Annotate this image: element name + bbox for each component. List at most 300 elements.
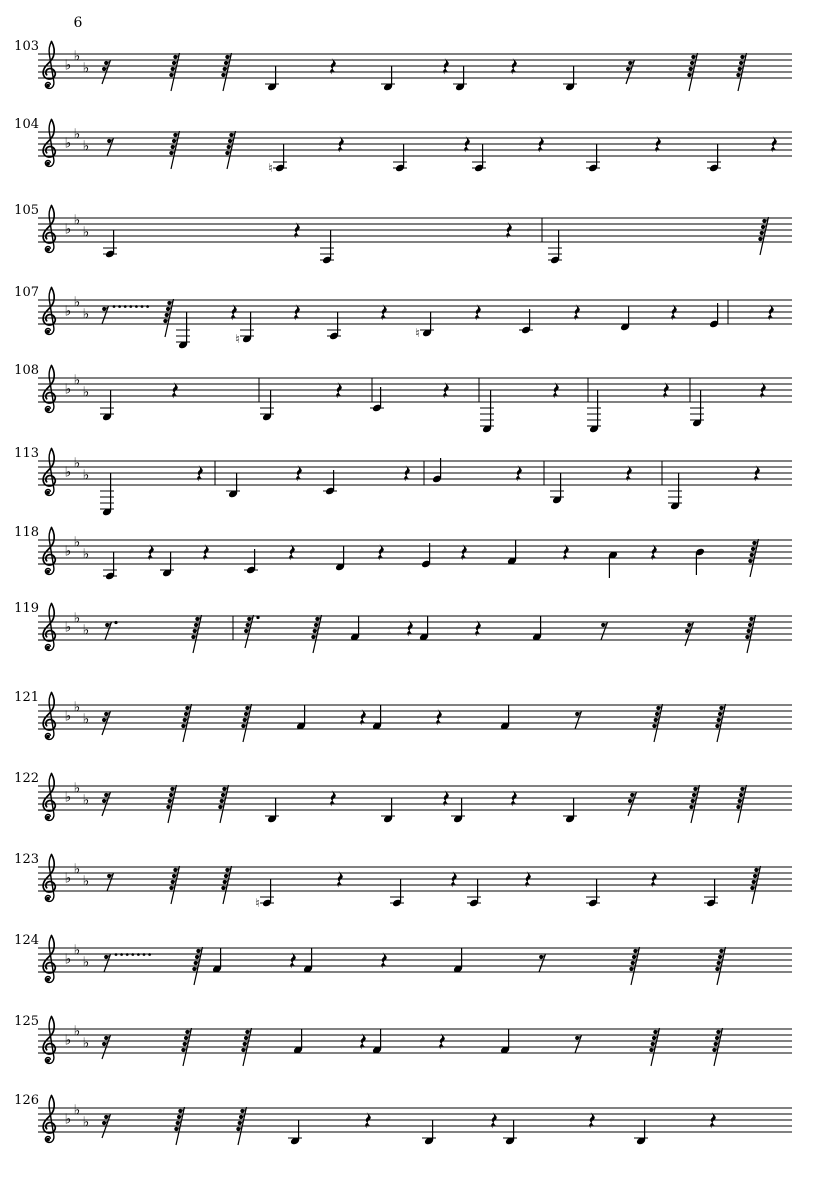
- rest-hook-dot: [104, 61, 108, 65]
- rest-hook-dot: [752, 880, 756, 884]
- rest-hook-dot: [626, 67, 630, 71]
- augmentation-dot: [118, 305, 121, 308]
- key-signature-flat-icon: ♭: [64, 789, 72, 806]
- rest-hook-dot: [739, 61, 743, 65]
- rest-hook-dot: [181, 1048, 185, 1052]
- natural-icon: ♮: [235, 331, 240, 346]
- system-107: [14, 285, 792, 350]
- rest-hook-dot: [247, 617, 251, 621]
- note: [695, 547, 705, 575]
- rest-hook-dot: [239, 1115, 243, 1119]
- measure-number: 124: [14, 933, 39, 948]
- treble-clef-icon: [43, 693, 55, 740]
- treble-clef-icon: [43, 604, 55, 651]
- augmentation-dot: [146, 305, 149, 308]
- rest-hook-dot: [104, 955, 108, 959]
- rest-hook-dot: [749, 617, 753, 621]
- treble-clef-icon: [43, 528, 55, 575]
- key-signature-flat-icon: ♭: [82, 622, 90, 639]
- rest-hook-dot: [102, 1042, 106, 1046]
- rest-hook-dot: [218, 805, 222, 809]
- rest-hook-dot: [740, 55, 744, 59]
- rest-hook-dot: [718, 955, 722, 959]
- rest-hook-dot: [691, 799, 695, 803]
- rest-hook-dot: [238, 1121, 242, 1125]
- rest-hook-dot: [762, 219, 766, 223]
- rest-hook-dot: [171, 145, 175, 149]
- measure-number: 104: [14, 117, 39, 132]
- clef-ball: [46, 162, 50, 166]
- note: [563, 798, 577, 824]
- note: [350, 616, 360, 642]
- eighth-rest-icon: [105, 621, 118, 640]
- rest-hook-dot: [758, 237, 762, 241]
- note: [432, 458, 442, 484]
- rest-hook-dot: [169, 73, 173, 77]
- key-signature-flat-icon: ♭: [64, 303, 72, 320]
- key-signature-flat-icon: ♭: [73, 126, 81, 143]
- rest-hook-dot: [102, 799, 106, 803]
- clef-ball: [46, 84, 50, 88]
- rest-hook-dot: [184, 712, 188, 716]
- system-126: [14, 1093, 792, 1146]
- rest-hook-dot: [712, 1048, 716, 1052]
- natural-icon: ♮: [255, 895, 260, 910]
- note: [587, 390, 601, 434]
- rest-hook-dot: [716, 1030, 720, 1034]
- rest-hook-dot: [173, 868, 177, 872]
- key-signature-flat-icon: ♭: [82, 60, 90, 77]
- augmentation-dot: [256, 616, 259, 619]
- treble-clef-icon: [43, 120, 55, 167]
- rest-hook-dot: [104, 1036, 108, 1040]
- rest-hook-dot: [575, 712, 579, 716]
- rest-hook-dot: [649, 1048, 653, 1052]
- clef-ball: [46, 646, 50, 650]
- rest-hook-dot: [193, 629, 197, 633]
- note: [323, 470, 337, 496]
- eighth-rest-icon: [575, 711, 582, 729]
- treble-clef-icon: [43, 936, 55, 983]
- measure-number: 105: [14, 203, 39, 218]
- note: [519, 309, 533, 335]
- augmentation-dot: [113, 305, 116, 308]
- note: [586, 144, 600, 173]
- measure-number: 121: [14, 690, 39, 705]
- rest-hook-dot: [240, 1109, 244, 1113]
- system-104: [14, 117, 792, 175]
- key-signature-flat-icon: ♭: [73, 372, 81, 389]
- rest-hook-dot: [221, 886, 225, 890]
- rest-hook-dot: [630, 793, 634, 797]
- note: [100, 473, 114, 517]
- note: [244, 549, 258, 575]
- rest-hook-dot: [689, 805, 693, 809]
- note: [415, 312, 434, 340]
- rest-hook-dot: [245, 1030, 249, 1034]
- rest-hook-dot: [184, 1036, 188, 1040]
- rest-hook-dot: [311, 635, 315, 639]
- note: [707, 144, 721, 173]
- rest-hook-dot: [172, 874, 176, 878]
- note: [381, 66, 395, 92]
- note: [296, 705, 306, 731]
- note: [507, 540, 517, 566]
- rest-hook-dot: [104, 793, 108, 797]
- augmentation-dot: [141, 305, 144, 308]
- eighth-rest-icon: [107, 138, 114, 156]
- rest-hook-dot: [229, 133, 233, 137]
- note: [500, 705, 510, 731]
- rest-hook-dot: [102, 307, 106, 311]
- augmentation-dot: [114, 621, 117, 624]
- key-signature-flat-icon: ♭: [73, 942, 81, 959]
- note: [550, 473, 564, 505]
- rest-hook-dot: [717, 961, 721, 965]
- eighth-rest-icon: [107, 873, 114, 891]
- key-signature-flat-icon: ♭: [73, 699, 81, 716]
- note: [226, 473, 240, 499]
- note: [293, 1029, 303, 1055]
- rest-hook-dot: [228, 139, 232, 143]
- note: [265, 66, 279, 92]
- eighth-rest-icon: [575, 1035, 582, 1053]
- key-signature-flat-icon: ♭: [64, 464, 72, 481]
- clef-ball: [46, 816, 50, 820]
- measure-number: 119: [14, 601, 39, 616]
- rest-hook-dot: [736, 805, 740, 809]
- augmentation-dot: [120, 953, 123, 956]
- rest-hook-dot: [754, 868, 758, 872]
- rest-hook-dot: [575, 1036, 579, 1040]
- rest-hook-dot: [178, 1109, 182, 1113]
- rest-hook-dot: [172, 139, 176, 143]
- rest-hook-dot: [176, 1121, 180, 1125]
- rest-hook-dot: [656, 706, 660, 710]
- rest-hook-dot: [690, 61, 694, 65]
- rest-hook-dot: [195, 617, 199, 621]
- rest-hook-dot: [102, 1121, 106, 1125]
- rest-hook-dot: [192, 967, 196, 971]
- rest-hook-dot: [244, 1036, 248, 1040]
- key-signature-flat-icon: ♭: [82, 546, 90, 563]
- rest-hook-dot: [539, 955, 543, 959]
- rest-hook-dot: [715, 967, 719, 971]
- rest-hook-dot: [177, 1115, 181, 1119]
- note: [453, 948, 463, 974]
- rest-hook-dot: [225, 55, 229, 59]
- key-signature-flat-icon: ♭: [64, 708, 72, 725]
- rest-hook-dot: [628, 61, 632, 65]
- rest-hook-dot: [173, 55, 177, 59]
- note: [634, 1120, 648, 1146]
- rest-hook-dot: [241, 1048, 245, 1052]
- rest-hook-dot: [631, 961, 635, 965]
- measure-number: 118: [14, 525, 39, 540]
- rest-hook-dot: [751, 547, 755, 551]
- clef-ball: [46, 408, 50, 412]
- rest-hook-dot: [315, 617, 319, 621]
- rest-hook-dot: [715, 724, 719, 728]
- rest-hook-dot: [241, 724, 245, 728]
- rest-hook-dot: [314, 623, 318, 627]
- rest-hook-dot: [194, 961, 198, 965]
- key-signature-flat-icon: ♭: [64, 221, 72, 238]
- key-signature-flat-icon: ♭: [73, 610, 81, 627]
- key-signature-flat-icon: ♭: [64, 543, 72, 560]
- treble-clef-icon: [43, 42, 55, 89]
- rest-hook-dot: [693, 787, 697, 791]
- note: [265, 798, 279, 824]
- note: [586, 879, 600, 908]
- clef-ball: [46, 735, 50, 739]
- rest-hook-dot: [173, 133, 177, 137]
- augmentation-dot: [129, 305, 132, 308]
- rest-hook-dot: [171, 880, 175, 884]
- rest-hook-dot: [107, 874, 111, 878]
- measure-number: 113: [14, 446, 39, 461]
- note: [320, 230, 334, 265]
- rest-hook-dot: [760, 231, 764, 235]
- key-signature-flat-icon: ♭: [64, 1111, 72, 1128]
- note: [372, 1029, 382, 1055]
- rest-hook-dot: [736, 73, 740, 77]
- rest-hook-dot: [224, 874, 228, 878]
- rest-hook-dot: [655, 712, 659, 716]
- key-signature-flat-icon: ♭: [73, 294, 81, 311]
- system-119: [14, 601, 792, 653]
- clef-ball: [46, 330, 50, 334]
- rest-hook-dot: [191, 635, 195, 639]
- rest-hook-dot: [166, 805, 170, 809]
- augmentation-dot: [124, 305, 127, 308]
- rest-hook-dot: [225, 868, 229, 872]
- rest-hook-dot: [196, 949, 200, 953]
- system-124: [14, 933, 792, 985]
- rest-hook-dot: [244, 629, 248, 633]
- rest-hook-dot: [719, 949, 723, 953]
- note: [390, 879, 404, 908]
- rest-hook-dot: [718, 712, 722, 716]
- rest-hook-dot: [170, 787, 174, 791]
- rest-hook-dot: [717, 718, 721, 722]
- rest-hook-dot: [628, 799, 632, 803]
- note: [372, 705, 382, 731]
- system-105: [14, 203, 792, 265]
- rest-hook-dot: [692, 793, 696, 797]
- rest-hook-dot: [174, 1127, 178, 1131]
- note: [212, 948, 222, 974]
- rest-hook-dot: [171, 67, 175, 71]
- rest-hook-dot: [169, 151, 173, 155]
- key-signature-flat-icon: ♭: [82, 306, 90, 323]
- note: [260, 390, 274, 422]
- key-signature-flat-icon: ♭: [73, 212, 81, 229]
- key-signature-flat-icon: ♭: [82, 1035, 90, 1052]
- clef-ball: [46, 491, 50, 495]
- key-signature-flat-icon: ♭: [73, 1023, 81, 1040]
- system-118: [14, 525, 792, 581]
- key-signature-flat-icon: ♭: [73, 861, 81, 878]
- note: [453, 66, 467, 92]
- measure-number: 103: [14, 39, 39, 54]
- rest-hook-dot: [601, 623, 605, 627]
- rest-hook-dot: [632, 955, 636, 959]
- rest-hook-dot: [752, 541, 756, 545]
- measure-number: 126: [14, 1093, 39, 1108]
- rest-hook-dot: [181, 724, 185, 728]
- note: [709, 303, 719, 329]
- note: [419, 616, 429, 642]
- rest-hook-dot: [102, 718, 106, 722]
- rest-hook-dot: [243, 1042, 247, 1046]
- rest-hook-dot: [714, 1042, 718, 1046]
- note: [467, 879, 481, 908]
- rest-hook-dot: [652, 724, 656, 728]
- rest-hook-dot: [172, 61, 176, 65]
- rest-hook-dot: [244, 712, 248, 716]
- clef-ball: [46, 570, 50, 574]
- rest-hook-dot: [687, 73, 691, 77]
- augmentation-dot: [115, 953, 118, 956]
- treble-clef-icon: [43, 206, 55, 253]
- rest-hook-dot: [225, 151, 229, 155]
- rest-hook-dot: [222, 787, 226, 791]
- note: [103, 230, 117, 259]
- natural-icon: ♮: [415, 325, 420, 340]
- augmentation-dot: [135, 305, 138, 308]
- rest-hook-dot: [761, 225, 765, 229]
- rest-hook-dot: [236, 1127, 240, 1131]
- clef-ball: [46, 897, 50, 901]
- key-signature-flat-icon: ♭: [82, 873, 90, 890]
- eighth-rest-icon: [104, 953, 151, 972]
- key-signature-flat-icon: ♭: [82, 467, 90, 484]
- rest-hook-dot: [691, 55, 695, 59]
- rest-hook-dot: [652, 1036, 656, 1040]
- measure-number: 107: [14, 285, 39, 300]
- key-signature-flat-icon: ♭: [82, 224, 90, 241]
- note: [472, 144, 486, 173]
- rest-hook-dot: [738, 799, 742, 803]
- rest-hook-dot: [185, 706, 189, 710]
- note: [532, 616, 542, 642]
- eighth-rest-icon: [601, 622, 608, 640]
- rest-hook-dot: [633, 949, 637, 953]
- treble-clef-icon: [43, 449, 55, 496]
- note: [548, 230, 562, 265]
- rest-hook-dot: [689, 67, 693, 71]
- natural-icon: ♮: [268, 160, 273, 175]
- rest-hook-dot: [246, 623, 250, 627]
- rest-hook-dot: [739, 793, 743, 797]
- rest-hook-dot: [715, 1036, 719, 1040]
- rest-hook-dot: [220, 799, 224, 803]
- clef-ball: [46, 978, 50, 982]
- clef-ball: [46, 248, 50, 252]
- rest-hook-dot: [169, 793, 173, 797]
- augmentation-dot: [131, 953, 134, 956]
- key-signature-flat-icon: ♭: [82, 711, 90, 728]
- rest-hook-dot: [740, 787, 744, 791]
- rest-hook-dot: [221, 73, 225, 77]
- rest-hook-dot: [183, 718, 187, 722]
- rest-hook-dot: [169, 886, 173, 890]
- note: [100, 390, 114, 422]
- note: [160, 552, 174, 578]
- rest-hook-dot: [685, 629, 689, 633]
- thirtysecond-rest-icon: [244, 615, 260, 648]
- rest-hook-dot: [654, 718, 658, 722]
- key-signature-flat-icon: ♭: [64, 381, 72, 398]
- system-121: [14, 690, 792, 742]
- rest-hook-dot: [183, 1042, 187, 1046]
- rest-hook-dot: [221, 793, 225, 797]
- rest-hook-dot: [750, 886, 754, 890]
- key-signature-flat-icon: ♭: [73, 534, 81, 551]
- measure-number: 122: [14, 771, 39, 786]
- treble-clef-icon: [43, 1096, 55, 1143]
- system-122: [14, 771, 792, 824]
- rest-hook-dot: [313, 629, 317, 633]
- note: [335, 546, 345, 572]
- note: [255, 879, 274, 910]
- note: [268, 144, 287, 175]
- eighth-rest-icon: [539, 954, 546, 972]
- rest-hook-dot: [223, 67, 227, 71]
- key-signature-flat-icon: ♭: [82, 384, 90, 401]
- key-signature-flat-icon: ♭: [82, 138, 90, 155]
- rest-hook-dot: [719, 706, 723, 710]
- note: [327, 312, 341, 341]
- augmentation-dot: [126, 953, 129, 956]
- note: [422, 1120, 436, 1146]
- rest-hook-dot: [753, 874, 757, 878]
- augmentation-dot: [137, 953, 140, 956]
- rest-hook-dot: [243, 718, 247, 722]
- system-123: [14, 852, 792, 910]
- treble-clef-icon: [43, 855, 55, 902]
- note: [288, 1120, 302, 1146]
- rest-hook-dot: [651, 1042, 655, 1046]
- note: [480, 390, 494, 434]
- rest-hook-dot: [227, 145, 231, 149]
- rest-hook-dot: [653, 1030, 657, 1034]
- rest-hook-dot: [224, 61, 228, 65]
- system-125: [14, 1014, 792, 1066]
- note: [393, 144, 407, 173]
- rest-hook-dot: [747, 629, 751, 633]
- system-113: [14, 446, 792, 517]
- rest-hook-dot: [168, 799, 172, 803]
- note: [704, 879, 718, 908]
- key-signature-flat-icon: ♭: [64, 870, 72, 887]
- note: [503, 1120, 517, 1146]
- key-signature-flat-icon: ♭: [82, 954, 90, 971]
- rest-hook-dot: [165, 313, 169, 317]
- measure-number: 108: [14, 363, 39, 378]
- note: [500, 1029, 510, 1055]
- rest-hook-dot: [745, 635, 749, 639]
- clef-ball: [46, 1059, 50, 1063]
- rest-hook-dot: [750, 553, 754, 557]
- eighth-rest-icon: [102, 305, 149, 324]
- system-103: [14, 39, 792, 92]
- key-signature-flat-icon: ♭: [64, 619, 72, 636]
- key-signature-flat-icon: ♭: [64, 1032, 72, 1049]
- page-number: 6: [73, 15, 83, 31]
- note: [103, 552, 117, 581]
